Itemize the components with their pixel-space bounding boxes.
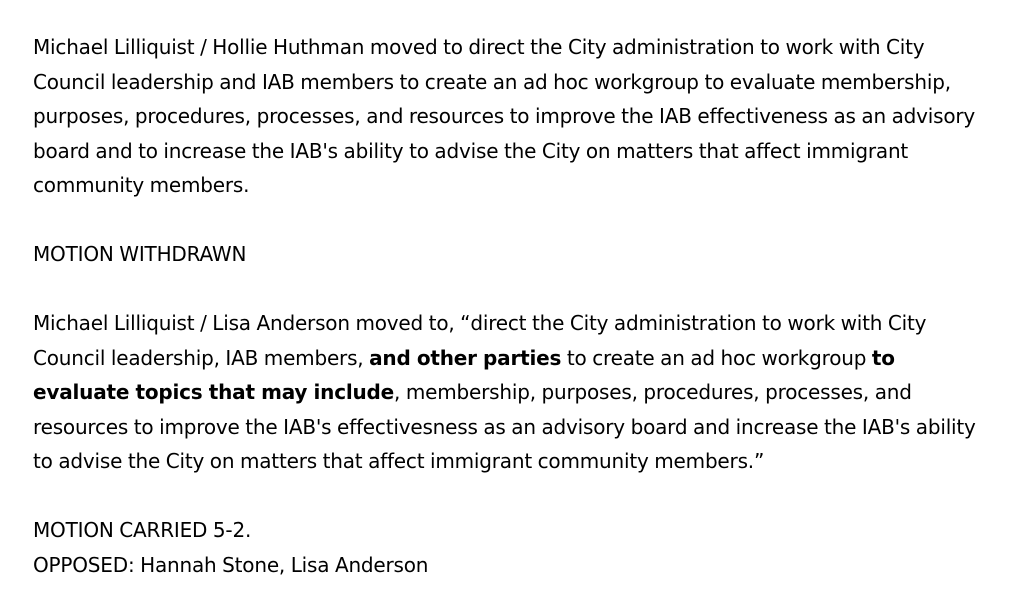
- paragraph-spacer: [33, 203, 993, 238]
- paragraph-spacer: [33, 272, 993, 307]
- meeting-minutes: [33, 30, 993, 582]
- motion-2-bold-amendment-1: and other parties: [369, 345, 562, 370]
- motion-1-paragraph: Michael Lilliquist / Hollie Huthman moved to direct the City administration to work with City Council leadership and IAB members to create an ad hoc workgroup to evaluate membership, purposes, procedures, processes, and resources to improve the IAB effectiveness as an advisory board and to increase the IAB's ability to advise the City on matters that affect immigrant community members.: [33, 35, 976, 197]
- motion-2-result: MOTION CARRIED 5-2.: [33, 518, 252, 542]
- paragraph-spacer: [33, 479, 993, 514]
- motion-1-result: MOTION WITHDRAWN: [33, 242, 247, 266]
- motion-2-text-part-1: Michael Lilliquist / Lisa Anderson moved to, “direct the City administration to work with City Council leadership, IAB members,: [33, 311, 927, 370]
- opposed-votes: OPPOSED: Hannah Stone, Lisa Anderson: [33, 552, 429, 577]
- motion-2-bold-amendment-2: to evaluate topics that may include: [33, 345, 895, 404]
- motion-2-text-part-3: , membership, purposes, procedures, processes, and resources to improve the IAB's effectivesness as an advisory board and increase the IAB's ability to advise the City on matters that affect immigrant community members.”: [33, 380, 976, 473]
- motion-2-text-part-2: to create an ad hoc workgroup: [561, 345, 872, 370]
- motion-2-paragraph: [33, 306, 993, 479]
